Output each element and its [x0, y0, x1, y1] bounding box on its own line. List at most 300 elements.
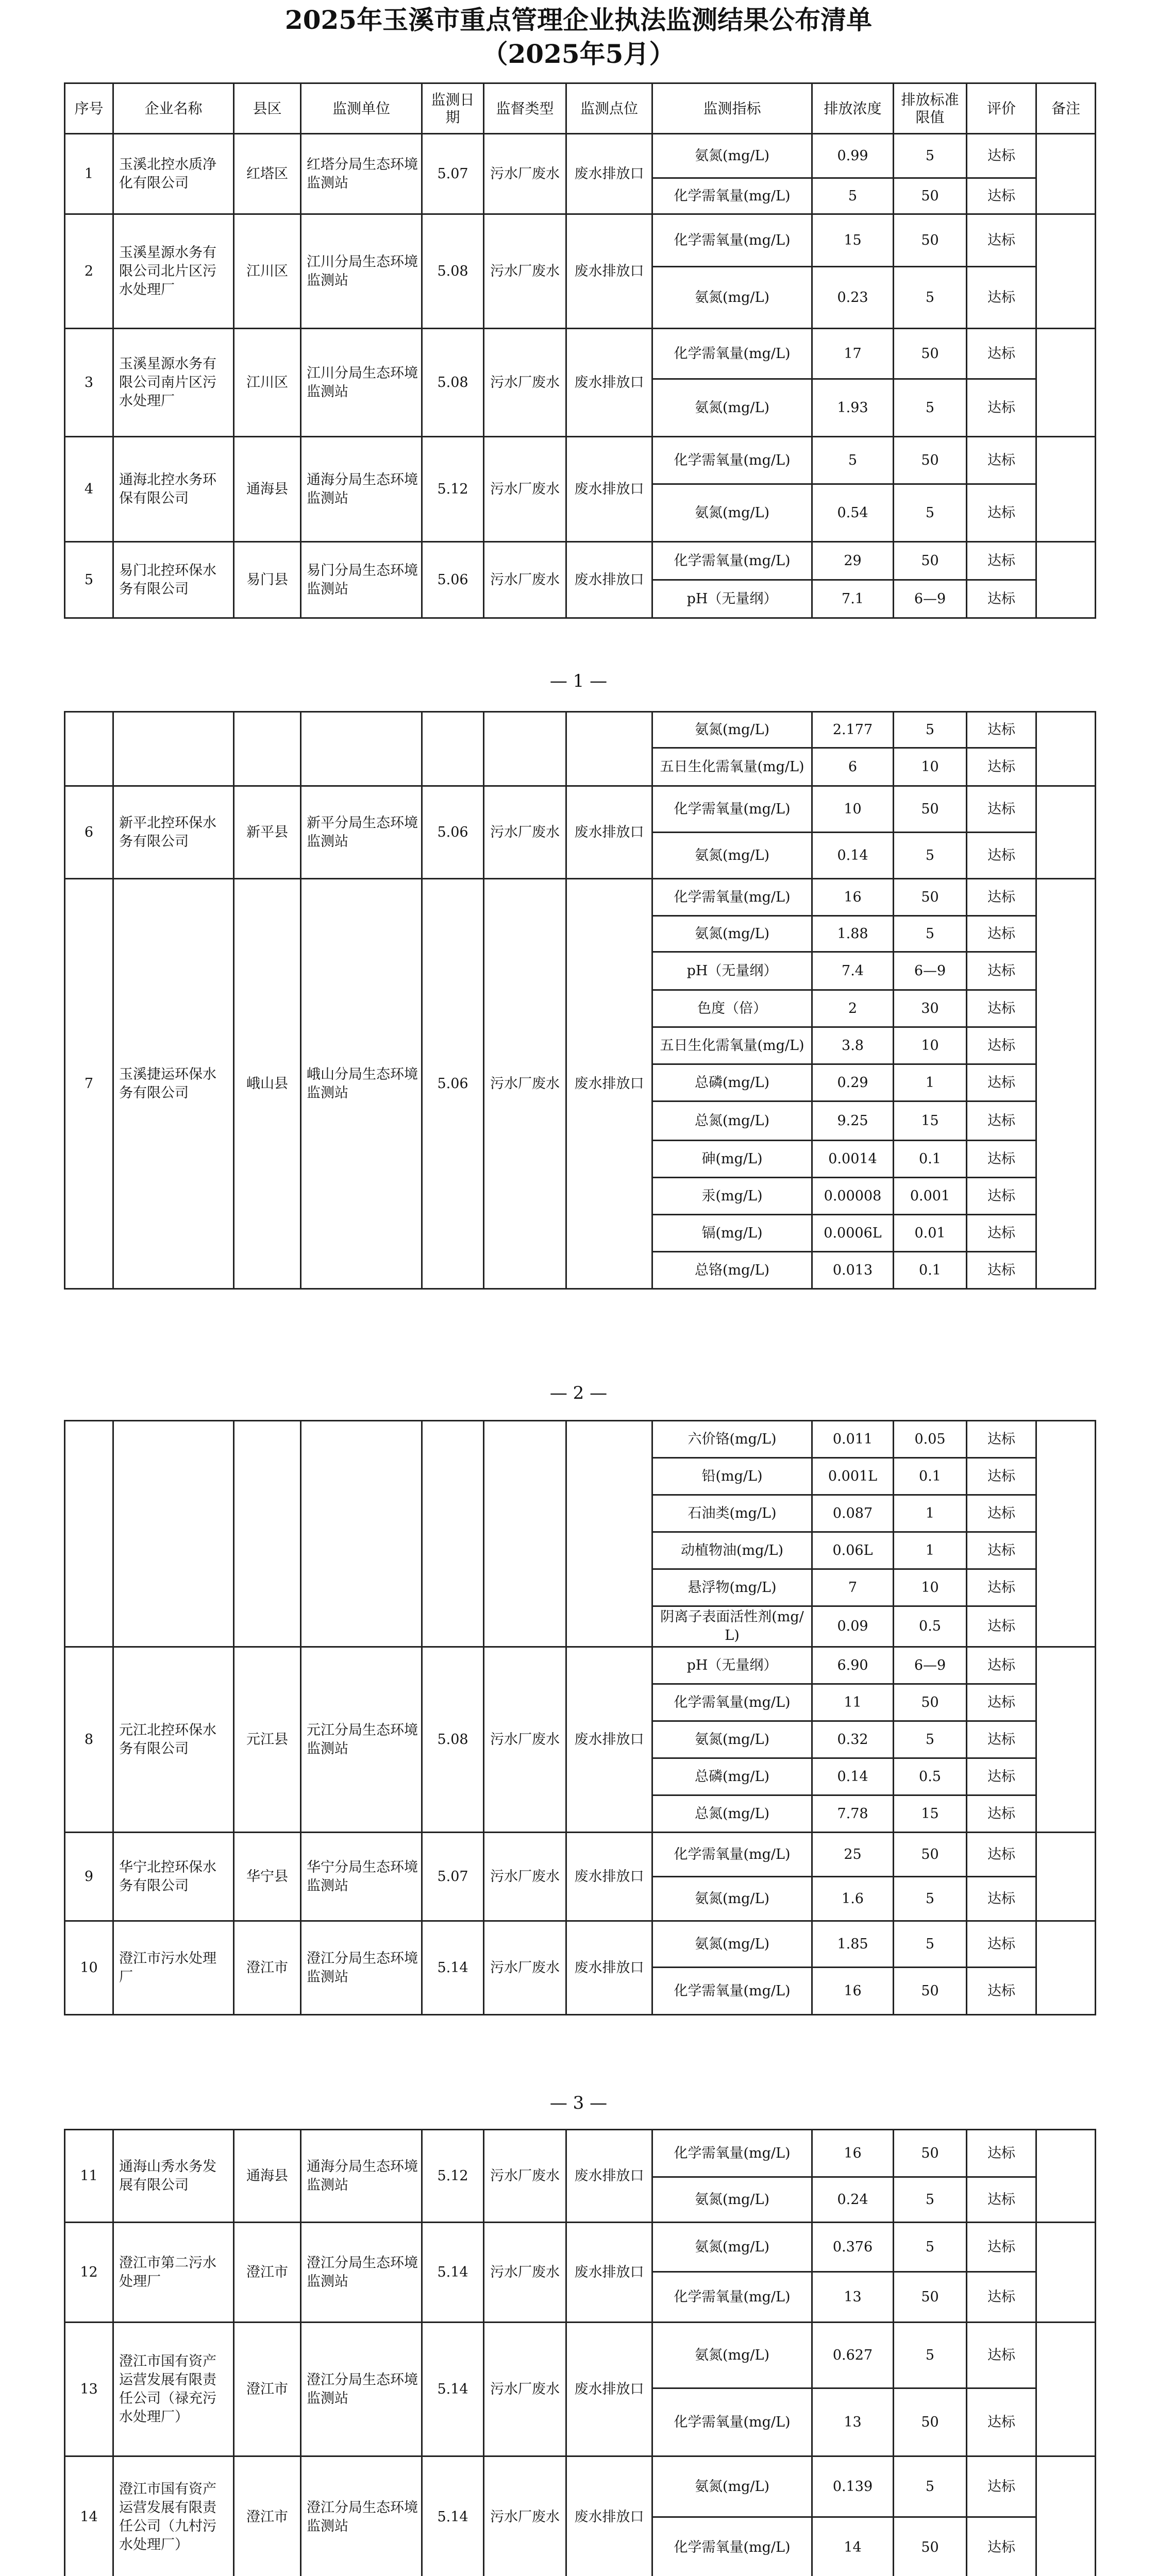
column-header: 监测日期 — [422, 83, 484, 134]
monitoring-date: 5.08 — [422, 214, 484, 329]
indicator: 氨氮(mg/L) — [652, 267, 812, 329]
indicator: 五日生化需氧量(mg/L) — [652, 1027, 812, 1064]
indicator: 化学需氧量(mg/L) — [652, 2388, 812, 2456]
monitoring-date: 5.12 — [422, 2130, 484, 2223]
emission-value: 16 — [812, 879, 894, 916]
monitoring-unit: 新平分局生态环境监测站 — [301, 786, 422, 879]
indicator: 氨氮(mg/L) — [652, 833, 812, 879]
indicator: 化学需氧量(mg/L) — [652, 2130, 812, 2177]
evaluation: 达标 — [967, 879, 1036, 916]
page-number: — 2 — — [549, 1383, 608, 1403]
results-table — [64, 711, 1096, 1290]
evaluation: 达标 — [967, 1877, 1036, 1921]
remarks — [1036, 879, 1096, 1289]
emission-limit: 6—9 — [894, 1647, 967, 1684]
remarks — [1036, 1421, 1096, 1647]
emission-value: 1.93 — [812, 379, 894, 437]
emission-limit: 50 — [894, 1684, 967, 1721]
column-header: 监测指标 — [652, 83, 812, 134]
county: 元江县 — [234, 1647, 301, 1833]
table-row — [65, 1833, 1096, 1877]
evaluation: 达标 — [967, 178, 1036, 214]
table-page-2 — [64, 711, 1095, 1290]
emission-limit: 10 — [894, 1569, 967, 1606]
monitoring-unit: 元江分局生态环境监测站 — [301, 1647, 422, 1833]
column-header: 监测点位 — [566, 83, 652, 134]
emission-limit: 6—9 — [894, 952, 967, 990]
emission-limit: 1 — [894, 1532, 967, 1569]
evaluation: 达标 — [967, 1101, 1036, 1141]
county — [234, 1421, 301, 1647]
remarks — [1036, 712, 1096, 786]
monitoring-date: 5.14 — [422, 1921, 484, 2015]
emission-value: 6.90 — [812, 1647, 894, 1684]
evaluation: 达标 — [967, 1684, 1036, 1721]
remarks — [1036, 2323, 1096, 2456]
monitoring-point: 废水排放口 — [566, 2456, 652, 2576]
emission-limit: 5 — [894, 484, 967, 542]
indicator: 化学需氧量(mg/L) — [652, 329, 812, 379]
results-table — [64, 2129, 1096, 2576]
county — [234, 712, 301, 786]
county: 澄江市 — [234, 2223, 301, 2323]
evaluation: 达标 — [967, 712, 1036, 748]
emission-value: 1.6 — [812, 1877, 894, 1921]
indicator: 氨氮(mg/L) — [652, 1721, 812, 1758]
emission-value: 15 — [812, 214, 894, 267]
evaluation: 达标 — [967, 437, 1036, 484]
column-header: 县区 — [234, 83, 301, 134]
emission-value: 1.88 — [812, 916, 894, 952]
supervision-type: 污水厂废水 — [484, 879, 566, 1289]
indicator: 色度（倍） — [652, 990, 812, 1027]
emission-limit: 5 — [894, 267, 967, 329]
county: 澄江市 — [234, 2456, 301, 2576]
emission-value: 17 — [812, 329, 894, 379]
emission-value: 0.376 — [812, 2223, 894, 2272]
emission-value: 0.14 — [812, 1758, 894, 1795]
emission-value: 0.139 — [812, 2456, 894, 2517]
monitoring-unit: 易门分局生态环境监测站 — [301, 542, 422, 618]
page-number: — 1 — — [549, 671, 608, 691]
company-name: 玉溪捷运环保水务有限公司 — [113, 879, 234, 1289]
emission-limit: 0.01 — [894, 1215, 967, 1252]
table-row — [65, 879, 1096, 916]
emission-limit: 0.1 — [894, 1141, 967, 1178]
remarks — [1036, 329, 1096, 437]
emission-value: 0.011 — [812, 1421, 894, 1458]
emission-value: 0.14 — [812, 833, 894, 879]
emission-limit: 5 — [894, 916, 967, 952]
evaluation: 达标 — [967, 1795, 1036, 1833]
indicator: 化学需氧量(mg/L) — [652, 1833, 812, 1877]
evaluation: 达标 — [967, 1252, 1036, 1289]
company-name: 易门北控环保水务有限公司 — [113, 542, 234, 618]
table-row — [65, 437, 1096, 484]
monitoring-date: 5.14 — [422, 2323, 484, 2456]
supervision-type: 污水厂废水 — [484, 134, 566, 214]
table-row — [65, 134, 1096, 178]
supervision-type: 污水厂废水 — [484, 1647, 566, 1833]
monitoring-point — [566, 712, 652, 786]
indicator: 总氮(mg/L) — [652, 1795, 812, 1833]
indicator: 铅(mg/L) — [652, 1458, 812, 1495]
evaluation: 达标 — [967, 1141, 1036, 1178]
emission-value: 0.24 — [812, 2177, 894, 2223]
emission-value: 0.087 — [812, 1495, 894, 1532]
indicator: 化学需氧量(mg/L) — [652, 1684, 812, 1721]
table-row — [65, 1647, 1096, 1684]
remarks — [1036, 134, 1096, 214]
emission-value: 9.25 — [812, 1101, 894, 1141]
evaluation: 达标 — [967, 2388, 1036, 2456]
evaluation: 达标 — [967, 484, 1036, 542]
column-header: 排放标准限值 — [894, 83, 967, 134]
remarks — [1036, 2223, 1096, 2323]
monitoring-unit: 红塔分局生态环境监测站 — [301, 134, 422, 214]
emission-value: 14 — [812, 2517, 894, 2576]
emission-value: 0.0014 — [812, 1141, 894, 1178]
evaluation: 达标 — [967, 1027, 1036, 1064]
seq: 14 — [65, 2456, 113, 2576]
indicator: 总氮(mg/L) — [652, 1101, 812, 1141]
indicator: pH（无量纲） — [652, 580, 812, 618]
indicator: 总磷(mg/L) — [652, 1758, 812, 1795]
indicator: 化学需氧量(mg/L) — [652, 178, 812, 214]
table-row — [65, 2223, 1096, 2272]
indicator: 氨氮(mg/L) — [652, 484, 812, 542]
evaluation: 达标 — [967, 214, 1036, 267]
monitoring-date: 5.14 — [422, 2456, 484, 2576]
table-row — [65, 2456, 1096, 2517]
emission-limit: 5 — [894, 1921, 967, 1968]
evaluation: 达标 — [967, 1421, 1036, 1458]
evaluation: 达标 — [967, 1532, 1036, 1569]
monitoring-point: 废水排放口 — [566, 1647, 652, 1833]
table-row — [65, 1921, 1096, 1968]
emission-limit: 5 — [894, 833, 967, 879]
seq: 3 — [65, 329, 113, 437]
supervision-type: 污水厂废水 — [484, 214, 566, 329]
company-name — [113, 712, 234, 786]
emission-limit: 50 — [894, 2130, 967, 2177]
seq: 9 — [65, 1833, 113, 1921]
table-page-1 — [64, 82, 1095, 619]
remarks — [1036, 1833, 1096, 1921]
emission-limit: 5 — [894, 379, 967, 437]
emission-limit: 50 — [894, 2272, 967, 2323]
evaluation: 达标 — [967, 379, 1036, 437]
evaluation: 达标 — [967, 1495, 1036, 1532]
supervision-type: 污水厂废水 — [484, 2323, 566, 2456]
indicator: 砷(mg/L) — [652, 1141, 812, 1178]
monitoring-date: 5.12 — [422, 437, 484, 542]
remarks — [1036, 786, 1096, 879]
remarks — [1036, 1921, 1096, 2015]
emission-limit: 0.1 — [894, 1252, 967, 1289]
evaluation: 达标 — [967, 1178, 1036, 1215]
emission-value: 0.29 — [812, 1064, 894, 1101]
supervision-type: 污水厂废水 — [484, 2223, 566, 2323]
seq: 6 — [65, 786, 113, 879]
monitoring-point: 废水排放口 — [566, 214, 652, 329]
monitoring-point: 废水排放口 — [566, 879, 652, 1289]
monitoring-point: 废水排放口 — [566, 437, 652, 542]
emission-limit: 30 — [894, 990, 967, 1027]
emission-value: 13 — [812, 2388, 894, 2456]
emission-limit: 10 — [894, 748, 967, 786]
emission-value: 10 — [812, 786, 894, 833]
emission-limit: 50 — [894, 178, 967, 214]
company-name: 澄江市国有资产运营发展有限责任公司（禄充污水处理厂） — [113, 2323, 234, 2456]
table-row — [65, 1421, 1096, 1458]
column-header: 评价 — [967, 83, 1036, 134]
county: 新平县 — [234, 786, 301, 879]
supervision-type: 污水厂废水 — [484, 329, 566, 437]
seq: 1 — [65, 134, 113, 214]
monitoring-unit: 华宁分局生态环境监测站 — [301, 1833, 422, 1921]
company-name: 通海山秀水务发展有限公司 — [113, 2130, 234, 2223]
indicator: 氨氮(mg/L) — [652, 916, 812, 952]
evaluation: 达标 — [967, 329, 1036, 379]
monitoring-point — [566, 1421, 652, 1647]
seq: 13 — [65, 2323, 113, 2456]
company-name: 通海北控水务环保有限公司 — [113, 437, 234, 542]
evaluation: 达标 — [967, 786, 1036, 833]
emission-value: 0.627 — [812, 2323, 894, 2388]
indicator: 化学需氧量(mg/L) — [652, 786, 812, 833]
evaluation: 达标 — [967, 134, 1036, 178]
emission-value: 6 — [812, 748, 894, 786]
indicator: 化学需氧量(mg/L) — [652, 214, 812, 267]
monitoring-date: 5.06 — [422, 879, 484, 1289]
monitoring-unit: 江川分局生态环境监测站 — [301, 329, 422, 437]
evaluation: 达标 — [967, 2223, 1036, 2272]
emission-limit: 10 — [894, 1027, 967, 1064]
table-row — [65, 214, 1096, 267]
indicator: 氨氮(mg/L) — [652, 134, 812, 178]
emission-value: 0.99 — [812, 134, 894, 178]
emission-limit: 50 — [894, 786, 967, 833]
monitoring-unit: 澄江分局生态环境监测站 — [301, 2323, 422, 2456]
emission-value: 7.78 — [812, 1795, 894, 1833]
company-name: 澄江市第二污水处理厂 — [113, 2223, 234, 2323]
monitoring-point: 废水排放口 — [566, 2130, 652, 2223]
county: 红塔区 — [234, 134, 301, 214]
evaluation: 达标 — [967, 2272, 1036, 2323]
evaluation: 达标 — [967, 2517, 1036, 2576]
evaluation: 达标 — [967, 1647, 1036, 1684]
evaluation: 达标 — [967, 990, 1036, 1027]
monitoring-point: 废水排放口 — [566, 1833, 652, 1921]
monitoring-date: 5.07 — [422, 1833, 484, 1921]
indicator: pH（无量纲） — [652, 1647, 812, 1684]
evaluation: 达标 — [967, 542, 1036, 580]
emission-value: 11 — [812, 1684, 894, 1721]
emission-limit: 0.5 — [894, 1758, 967, 1795]
evaluation: 达标 — [967, 2177, 1036, 2223]
indicator: 汞(mg/L) — [652, 1178, 812, 1215]
evaluation: 达标 — [967, 1833, 1036, 1877]
indicator: 六价铬(mg/L) — [652, 1421, 812, 1458]
supervision-type: 污水厂废水 — [484, 2130, 566, 2223]
monitoring-unit — [301, 1421, 422, 1647]
monitoring-point: 废水排放口 — [566, 2223, 652, 2323]
seq — [65, 1421, 113, 1647]
emission-value: 7 — [812, 1569, 894, 1606]
indicator: 阴离子表面活性剂(mg/L) — [652, 1606, 812, 1647]
emission-value: 2 — [812, 990, 894, 1027]
emission-limit: 1 — [894, 1495, 967, 1532]
supervision-type: 污水厂废水 — [484, 1921, 566, 2015]
emission-value: 0.32 — [812, 1721, 894, 1758]
evaluation: 达标 — [967, 267, 1036, 329]
supervision-type: 污水厂废水 — [484, 786, 566, 879]
evaluation: 达标 — [967, 1606, 1036, 1647]
emission-limit: 0.5 — [894, 1606, 967, 1647]
company-name: 澄江市国有资产运营发展有限责任公司（九村污水处理厂） — [113, 2456, 234, 2576]
evaluation: 达标 — [967, 1968, 1036, 2015]
emission-limit: 0.001 — [894, 1178, 967, 1215]
table-row — [65, 712, 1096, 748]
column-header: 备注 — [1036, 83, 1096, 134]
supervision-type — [484, 1421, 566, 1647]
seq: 7 — [65, 879, 113, 1289]
emission-limit: 50 — [894, 214, 967, 267]
indicator: 化学需氧量(mg/L) — [652, 879, 812, 916]
emission-limit: 6—9 — [894, 580, 967, 618]
monitoring-point: 废水排放口 — [566, 134, 652, 214]
indicator: 化学需氧量(mg/L) — [652, 2517, 812, 2576]
indicator: 氨氮(mg/L) — [652, 2456, 812, 2517]
seq — [65, 712, 113, 786]
table-row — [65, 786, 1096, 833]
indicator: 氨氮(mg/L) — [652, 2223, 812, 2272]
evaluation: 达标 — [967, 952, 1036, 990]
evaluation: 达标 — [967, 1569, 1036, 1606]
evaluation: 达标 — [967, 1721, 1036, 1758]
emission-limit: 5 — [894, 1877, 967, 1921]
remarks — [1036, 2456, 1096, 2576]
emission-limit: 50 — [894, 1833, 967, 1877]
emission-limit: 5 — [894, 134, 967, 178]
supervision-type — [484, 712, 566, 786]
emission-value: 1.85 — [812, 1921, 894, 1968]
indicator: 化学需氧量(mg/L) — [652, 542, 812, 580]
emission-value: 0.0006L — [812, 1215, 894, 1252]
emission-limit: 50 — [894, 2388, 967, 2456]
emission-limit: 50 — [894, 879, 967, 916]
monitoring-date: 5.14 — [422, 2223, 484, 2323]
emission-value: 7.1 — [812, 580, 894, 618]
header-row — [65, 83, 1096, 134]
county: 峨山县 — [234, 879, 301, 1289]
indicator: 氨氮(mg/L) — [652, 2323, 812, 2388]
emission-limit: 50 — [894, 437, 967, 484]
county: 通海县 — [234, 2130, 301, 2223]
table-row — [65, 329, 1096, 379]
evaluation: 达标 — [967, 2130, 1036, 2177]
monitoring-date — [422, 712, 484, 786]
monitoring-unit: 澄江分局生态环境监测站 — [301, 1921, 422, 2015]
seq: 8 — [65, 1647, 113, 1833]
emission-value: 3.8 — [812, 1027, 894, 1064]
company-name: 玉溪星源水务有限公司北片区污水处理厂 — [113, 214, 234, 329]
remarks — [1036, 542, 1096, 618]
column-header: 序号 — [65, 83, 113, 134]
emission-value: 5 — [812, 178, 894, 214]
indicator: 总铬(mg/L) — [652, 1252, 812, 1289]
monitoring-date: 5.06 — [422, 542, 484, 618]
page-number: — 3 — — [549, 2093, 608, 2113]
indicator: 氨氮(mg/L) — [652, 1921, 812, 1968]
company-name: 华宁北控环保水务有限公司 — [113, 1833, 234, 1921]
county: 华宁县 — [234, 1833, 301, 1921]
monitoring-unit: 澄江分局生态环境监测站 — [301, 2223, 422, 2323]
emission-limit: 50 — [894, 542, 967, 580]
emission-value: 13 — [812, 2272, 894, 2323]
remarks — [1036, 437, 1096, 542]
column-header: 排放浓度 — [812, 83, 894, 134]
seq: 5 — [65, 542, 113, 618]
table-row — [65, 542, 1096, 580]
emission-limit: 50 — [894, 329, 967, 379]
table-row — [65, 2130, 1096, 2177]
emission-value: 7.4 — [812, 952, 894, 990]
emission-limit: 5 — [894, 2323, 967, 2388]
county: 澄江市 — [234, 2323, 301, 2456]
supervision-type: 污水厂废水 — [484, 1833, 566, 1921]
company-name: 元江北控环保水务有限公司 — [113, 1647, 234, 1833]
emission-value: 5 — [812, 437, 894, 484]
seq: 10 — [65, 1921, 113, 2015]
emission-limit: 5 — [894, 1721, 967, 1758]
emission-limit: 15 — [894, 1795, 967, 1833]
seq: 4 — [65, 437, 113, 542]
indicator: 氨氮(mg/L) — [652, 1877, 812, 1921]
monitoring-point: 废水排放口 — [566, 542, 652, 618]
evaluation: 达标 — [967, 916, 1036, 952]
emission-limit: 0.1 — [894, 1458, 967, 1495]
evaluation: 达标 — [967, 580, 1036, 618]
emission-limit: 5 — [894, 712, 967, 748]
monitoring-date — [422, 1421, 484, 1647]
evaluation: 达标 — [967, 1064, 1036, 1101]
results-table — [64, 1420, 1096, 2015]
indicator: 总磷(mg/L) — [652, 1064, 812, 1101]
company-name: 新平北控环保水务有限公司 — [113, 786, 234, 879]
county: 通海县 — [234, 437, 301, 542]
emission-value: 25 — [812, 1833, 894, 1877]
indicator: 化学需氧量(mg/L) — [652, 437, 812, 484]
emission-limit: 0.05 — [894, 1421, 967, 1458]
evaluation: 达标 — [967, 1458, 1036, 1495]
monitoring-unit: 通海分局生态环境监测站 — [301, 437, 422, 542]
monitoring-unit: 峨山分局生态环境监测站 — [301, 879, 422, 1289]
monitoring-date: 5.08 — [422, 329, 484, 437]
county: 易门县 — [234, 542, 301, 618]
document-subtitle: （2025年5月） — [482, 39, 675, 69]
indicator: 氨氮(mg/L) — [652, 2177, 812, 2223]
indicator: 化学需氧量(mg/L) — [652, 1968, 812, 2015]
emission-limit: 5 — [894, 2223, 967, 2272]
company-name: 澄江市污水处理厂 — [113, 1921, 234, 2015]
supervision-type: 污水厂废水 — [484, 2456, 566, 2576]
results-table — [64, 82, 1096, 619]
monitoring-date: 5.07 — [422, 134, 484, 214]
indicator: 氨氮(mg/L) — [652, 712, 812, 748]
monitoring-point: 废水排放口 — [566, 2323, 652, 2456]
